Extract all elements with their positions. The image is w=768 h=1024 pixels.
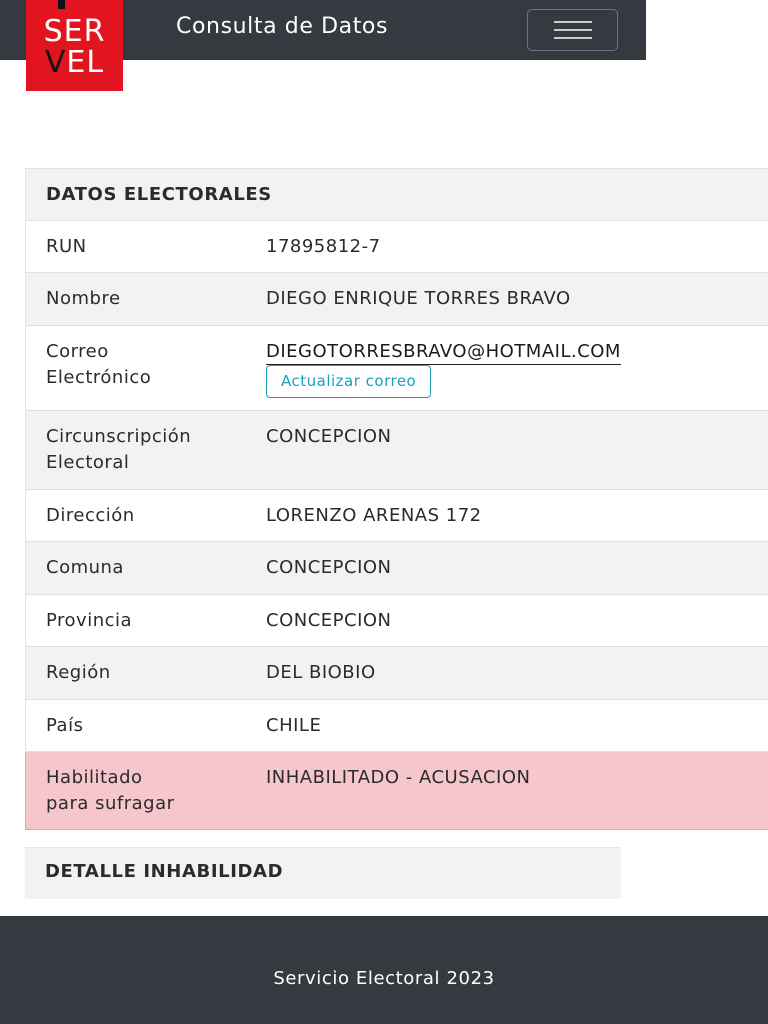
run-value: 17895812-7 bbox=[266, 236, 381, 257]
page-title: Consulta de Datos bbox=[176, 14, 389, 39]
logo-line-1: SER bbox=[43, 14, 106, 49]
pais-value: CHILE bbox=[266, 715, 322, 736]
direccion-label: Dirección bbox=[46, 505, 135, 526]
correo-label: Correo Electrónico bbox=[46, 341, 152, 388]
row-circunscripcion bbox=[25, 411, 768, 490]
electoral-data-table bbox=[25, 168, 768, 830]
row-nombre bbox=[25, 273, 768, 326]
pais-label: País bbox=[46, 715, 84, 736]
row-habilitado bbox=[25, 752, 768, 830]
section-header bbox=[25, 169, 768, 221]
row-region bbox=[25, 647, 768, 700]
email-link[interactable]: DIEGOTORRESBRAVO@HOTMAIL.COM bbox=[266, 340, 621, 365]
circunscripcion-value: CONCEPCION bbox=[266, 426, 392, 447]
provincia-value: CONCEPCION bbox=[266, 610, 392, 631]
row-provincia bbox=[25, 595, 768, 647]
habilitado-label: Habilitado para sufragar bbox=[46, 767, 175, 814]
nombre-value: DIEGO ENRIQUE TORRES BRAVO bbox=[266, 288, 571, 309]
run-label: RUN bbox=[46, 236, 87, 257]
logo-line-2: VEL bbox=[44, 45, 105, 80]
provincia-label: Provincia bbox=[46, 610, 133, 631]
region-value: DEL BIOBIO bbox=[266, 662, 376, 683]
section-title: DATOS ELECTORALES bbox=[46, 184, 272, 205]
row-direccion bbox=[25, 490, 768, 542]
row-run bbox=[25, 221, 768, 273]
nombre-label: Nombre bbox=[46, 288, 121, 309]
comuna-label: Comuna bbox=[46, 557, 124, 578]
row-pais bbox=[25, 700, 768, 752]
detalle-title: DETALLE INHABILIDAD bbox=[45, 861, 284, 882]
comuna-value: CONCEPCION bbox=[266, 557, 392, 578]
habilitado-value: INHABILITADO - ACUSACION bbox=[266, 767, 531, 788]
circunscripcion-label: Circunscripción Electoral bbox=[46, 426, 192, 473]
row-correo bbox=[25, 326, 768, 411]
region-label: Región bbox=[46, 662, 111, 683]
detalle-inhabilidad-header bbox=[25, 847, 621, 899]
footer bbox=[0, 916, 768, 1024]
update-email-button[interactable]: Actualizar correo bbox=[266, 365, 431, 398]
footer-text: Servicio Electoral 2023 bbox=[273, 968, 495, 989]
direccion-value: LORENZO ARENAS 172 bbox=[266, 505, 482, 526]
servel-logo[interactable] bbox=[26, 0, 123, 91]
row-comuna bbox=[25, 542, 768, 595]
menu-toggle-button[interactable] bbox=[527, 9, 618, 51]
